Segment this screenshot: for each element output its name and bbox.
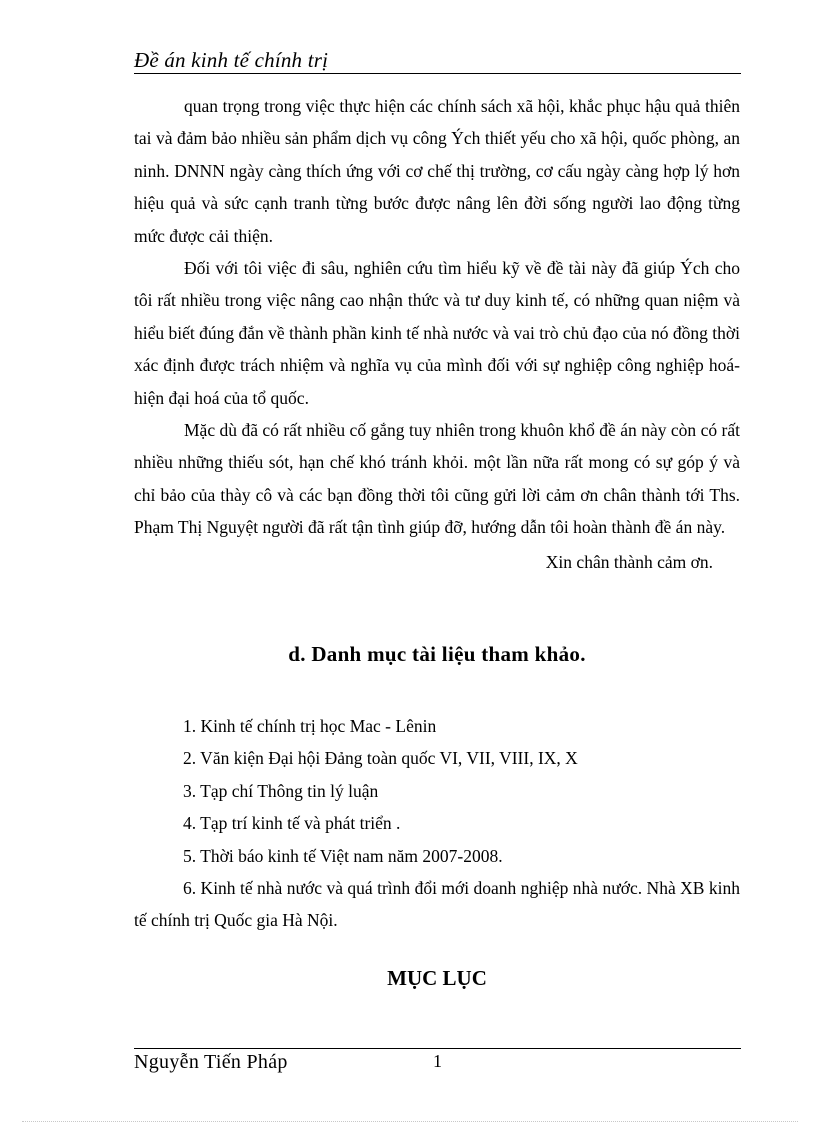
reference-item: 6. Kinh tế nhà nước và quá trình đổi mới doanh nghiệp nhà nước. Nhà XB kinh tế chính trị Quốc gia Hà Nội.: [134, 878, 740, 931]
footer-author: Nguyễn Tiến Pháp: [134, 1051, 288, 1073]
footer-divider: [134, 1048, 741, 1049]
reference-item: 4. Tạp trí kinh tế và phát triển .: [183, 813, 401, 834]
paragraph: Mặc dù đã có rất nhiều cố gắng tuy nhiên trong khuôn khổ đề án này còn có rất nhiều những thiếu sót, hạn chế khó tránh khỏi. một lần nữa rất mong có sự góp ý và chỉ bảo của thày cô và các bạn đồng thời tôi cũng gửi lời cảm ơn chân thành tới Ths. Phạm Thị Nguyệt người đã rất tận tình giúp đỡ, hướng dẫn tôi hoàn thành đề án này.: [134, 420, 740, 538]
reference-item: 5. Thời báo kinh tế Việt nam năm 2007-2008.: [183, 845, 503, 866]
paragraph: quan trọng trong việc thực hiện các chính sách xã hội, khắc phục hậu quả thiên tai và đảm bảo nhiều sản phẩm dịch vụ công Ých thiết yếu cho xã hội, quốc phòng, an ninh. DNNN ngày càng thích ứng với cơ chế thị trường, cơ cấu ngày càng hợp lý hơn hiệu quả và sức cạnh tranh từng bước được nâng lên đời sống người lao động từng mức được cải thiện.: [134, 96, 740, 246]
reference-item: 3. Tạp chí Thông tin lý luận: [183, 780, 379, 801]
references-heading: d. Danh mục tài liệu tham khảo.: [288, 642, 586, 666]
reference-item: 2. Văn kiện Đại hội Đảng toàn quốc VI, VII, VIII, IX, X: [183, 748, 578, 769]
header-title: Đề án kinh tế chính trị: [134, 48, 329, 72]
toc-heading: MỤC LỤC: [387, 966, 487, 990]
thanks-line: Xin chân thành cảm ơn.: [545, 551, 713, 572]
page-boundary: [22, 1121, 798, 1122]
references-list: [134, 710, 740, 937]
header-divider: [134, 73, 741, 74]
paragraph: Đối với tôi việc đi sâu, nghiên cứu tìm hiểu kỹ về đề tài này đã giúp Ých cho tôi rất nhiều trong việc nâng cao nhận thức và tư duy kinh tế, có những quan niệm và hiểu biết đúng đắn về thành phần kinh tế nhà nước và vai trò chủ đạo của nó đồng thời xác định được trách nhiệm và nghĩa vụ của mình đối với sự nghiệp công nghiệp hoá- hiện đại hoá của tổ quốc.: [134, 258, 740, 408]
body-text: [134, 90, 740, 578]
reference-item: 1. Kinh tế chính trị học Mac - Lênin: [183, 716, 437, 736]
page-number: 1: [433, 1051, 442, 1071]
